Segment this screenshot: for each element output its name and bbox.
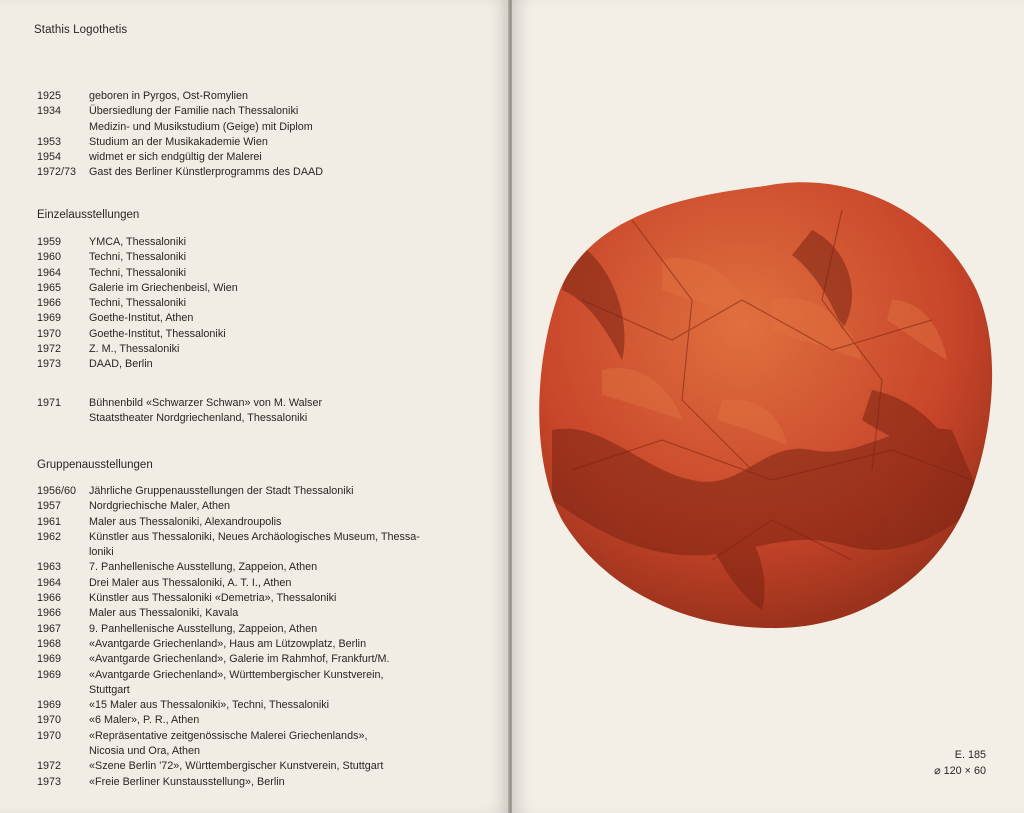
artwork-dimensions: ⌀ 120 × 60 [934, 764, 986, 777]
entry-text: Medizin- und Musikstudium (Geige) mit Diplom [89, 120, 313, 133]
right-page [512, 0, 1024, 813]
entry-text: Nordgriechische Maler, Athen [89, 500, 231, 513]
entry-text: Übersiedlung der Familie nach Thessaloniki [89, 105, 299, 118]
entry-year: 1961 [37, 515, 62, 528]
entry-text: «Avantgarde Griechenland», Galerie im Rahmhof, Frankfurt/M. [89, 653, 390, 666]
group-exhibitions-list [37, 484, 487, 790]
list-item [37, 89, 487, 104]
list-item [37, 411, 487, 426]
entry-text: DAAD, Berlin [89, 358, 153, 371]
entry-year: 1969 [37, 312, 62, 325]
list-item [37, 135, 487, 150]
entry-year: 1970 [37, 729, 62, 742]
entry-text: Studium an der Musikakademie Wien [89, 135, 268, 148]
entry-year: 1963 [37, 561, 62, 574]
list-item [37, 668, 487, 683]
entry-text: Techni, Thessaloniki [89, 297, 187, 310]
list-item [37, 713, 487, 728]
entry-text: Stuttgart [89, 683, 130, 696]
entry-year: 1964 [37, 576, 62, 589]
list-item [37, 296, 487, 311]
list-item [37, 652, 487, 667]
entry-year [37, 744, 89, 759]
entry-year: 1957 [37, 500, 62, 513]
entry-text: loniki [89, 546, 114, 559]
biography-list [37, 89, 487, 181]
entry-year [37, 545, 89, 560]
list-item [37, 499, 487, 514]
list-item [37, 622, 487, 637]
list-item [37, 591, 487, 606]
entry-text: «Repräsentative zeitgenössische Malerei Griechenlands», [89, 729, 368, 742]
list-item [37, 150, 487, 165]
entry-text: YMCA, Thessaloniki [89, 236, 187, 248]
solo-exhibitions-list [37, 235, 487, 373]
entry-text: Techni, Thessaloniki [89, 266, 187, 279]
entry-text: «Szene Berlin '72», Württembergischer Kunstverein, Stuttgart [89, 760, 384, 773]
stage-design-list [37, 396, 487, 427]
list-item [37, 311, 487, 326]
list-item [37, 545, 487, 560]
entry-text: Z. M., Thessaloniki [89, 343, 180, 356]
list-item [37, 775, 487, 790]
entry-text: 7. Panhellenische Ausstellung, Zappeion, Athen [89, 561, 318, 574]
artwork-caption [934, 748, 986, 779]
entry-text: «Avantgarde Griechenland», Württembergischer Kunstverein, [89, 668, 384, 681]
entry-text: Goethe-Institut, Thessaloniki [89, 327, 226, 340]
entry-text: «Freie Berliner Kunstausstellung», Berlin [89, 775, 285, 788]
entry-text: 9. Panhellenische Ausstellung, Zappeion, Athen [89, 622, 318, 635]
entry-text: Drei Maler aus Thessaloniki, A. T. I., Athen [89, 576, 292, 589]
list-item [37, 606, 487, 621]
entry-year: 1956/60 [37, 485, 77, 497]
list-item [37, 729, 487, 744]
entry-text: Goethe-Institut, Athen [89, 312, 194, 325]
entry-year: 1934 [37, 105, 62, 118]
entry-year: 1966 [37, 592, 62, 605]
entry-year: 1964 [37, 266, 62, 279]
entry-year: 1962 [37, 530, 62, 543]
entry-text: «Avantgarde Griechenland», Haus am Lützowplatz, Berlin [89, 637, 367, 650]
entry-year: 1953 [37, 135, 62, 148]
entry-year: 1973 [37, 358, 62, 371]
entry-year: 1969 [37, 653, 62, 666]
entry-text: Techni, Thessaloniki [89, 251, 187, 264]
entry-year: 1925 [37, 90, 62, 102]
solo-exhibitions-heading: Einzelausstellungen [37, 209, 140, 221]
left-page [0, 0, 510, 813]
list-item [37, 104, 487, 119]
entry-text: widmet er sich endgültig der Malerei [89, 151, 262, 164]
list-item [37, 165, 487, 180]
list-item [37, 396, 487, 411]
list-item [37, 281, 487, 296]
entry-year: 1972 [37, 343, 62, 356]
entry-year: 1960 [37, 251, 62, 264]
list-item [37, 530, 487, 545]
entry-year: 1965 [37, 281, 62, 294]
list-item [37, 342, 487, 357]
entry-text: Jährliche Gruppenausstellungen der Stadt Thessaloniki [89, 485, 354, 497]
entry-year: 1973 [37, 775, 62, 788]
entry-year: 1966 [37, 297, 62, 310]
list-item [37, 515, 487, 530]
entry-text: Maler aus Thessaloniki, Kavala [89, 607, 239, 620]
entry-year: 1970 [37, 327, 62, 340]
list-item [37, 683, 487, 698]
list-item [37, 266, 487, 281]
entry-year: 1972 [37, 760, 62, 773]
author-name: Stathis Logothetis [34, 24, 128, 36]
entry-year [37, 683, 89, 698]
entry-text: Künstler aus Thessaloniki, Neues Archäologisches Museum, Thessa- [89, 530, 420, 543]
crumpled-paper-artwork [512, 0, 1024, 813]
entry-year: 1971 [37, 397, 62, 409]
list-item [37, 698, 487, 713]
entry-year: 1968 [37, 637, 62, 650]
entry-text: «6 Maler», P. R., Athen [89, 714, 200, 727]
list-item [37, 759, 487, 774]
entry-year [37, 120, 89, 135]
entry-year: 1970 [37, 714, 62, 727]
entry-year: 1972/73 [37, 166, 77, 179]
catalog-number: E. 185 [954, 749, 986, 761]
entry-year: 1966 [37, 607, 62, 620]
list-item [37, 250, 487, 265]
entry-text: Gast des Berliner Künstlerprogramms des DAAD [89, 166, 324, 179]
list-item [37, 744, 487, 759]
entry-text: Künstler aus Thessaloniki «Demetria», Thessaloniki [89, 592, 337, 605]
list-item [37, 357, 487, 372]
group-exhibitions-heading: Gruppenausstellungen [37, 459, 153, 471]
entry-text: Bühnenbild «Schwarzer Schwan» von M. Walser [89, 397, 323, 409]
entry-year: 1959 [37, 236, 62, 248]
list-item [37, 235, 487, 250]
entry-text: geboren in Pyrgos, Ost-Romylien [89, 90, 249, 102]
entry-text: Staatstheater Nordgriechenland, Thessaloniki [89, 412, 308, 425]
entry-year [37, 411, 89, 426]
entry-year: 1969 [37, 699, 62, 712]
entry-year: 1967 [37, 622, 62, 635]
list-item [37, 484, 487, 499]
entry-text: Nicosia und Ora, Athen [89, 745, 201, 758]
entry-year: 1954 [37, 151, 62, 164]
list-item [37, 637, 487, 652]
entry-year: 1969 [37, 668, 62, 681]
entry-text: Galerie im Griechenbeisl, Wien [89, 281, 238, 294]
list-item [37, 560, 487, 575]
entry-text: «15 Maler aus Thessaloniki», Techni, Thessaloniki [89, 699, 330, 712]
list-item [37, 120, 487, 135]
entry-text: Maler aus Thessaloniki, Alexandroupolis [89, 515, 282, 528]
list-item [37, 327, 487, 342]
list-item [37, 576, 487, 591]
